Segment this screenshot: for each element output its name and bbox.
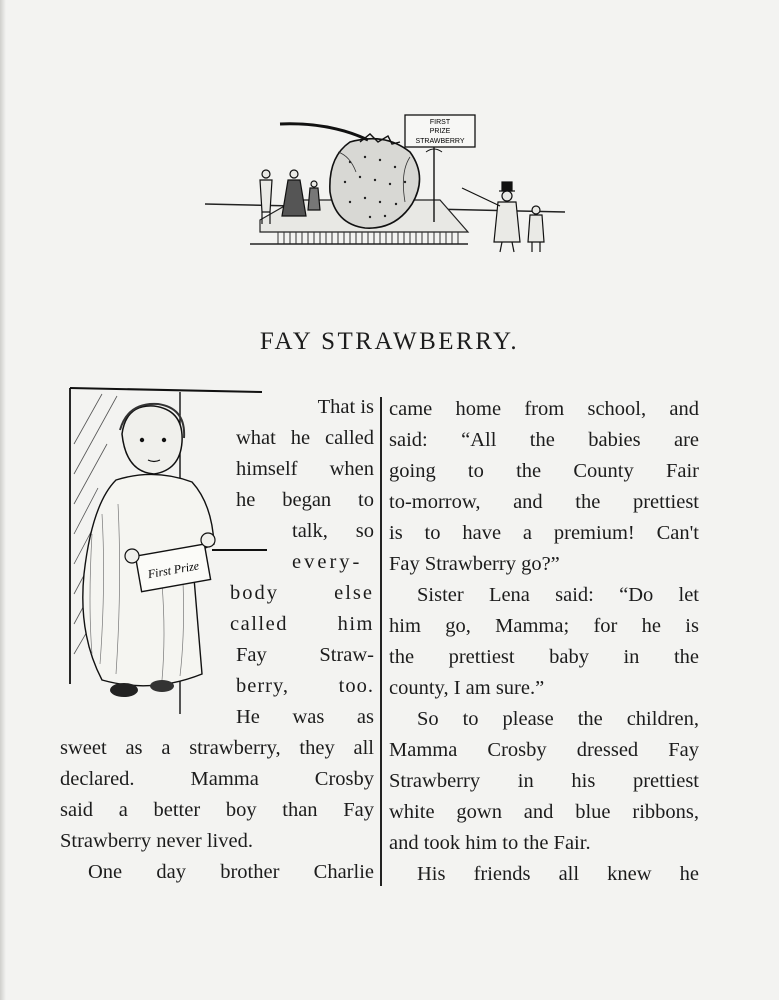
text-line: One day brother Charlie: [88, 861, 374, 883]
text-line: and took him to the Fair.: [389, 832, 591, 854]
text-line: Fay Strawberry go?”: [389, 553, 560, 575]
sign-text-strawberry: STRAWBERRY: [415, 138, 465, 145]
text-line: county, I am sure.”: [389, 677, 545, 699]
text-line: called him: [230, 613, 374, 635]
text-line: what he called: [236, 427, 374, 449]
text-line: every-: [292, 551, 363, 573]
text-line: His friends all knew he: [417, 863, 699, 885]
right-column: [389, 394, 699, 890]
left-column: [60, 392, 374, 888]
text-line: Strawberry in his prettiest: [389, 770, 699, 792]
text-line: body else: [230, 582, 374, 604]
strawberry-fair-illustration: [200, 112, 570, 260]
column-divider: [380, 397, 382, 886]
text-line: the prettiest baby in the: [389, 646, 699, 668]
text-line: That is: [317, 396, 374, 418]
text-line: Fay Straw-: [236, 644, 374, 666]
text-line: declared. Mamma Crosby: [60, 768, 374, 790]
text-line: white gown and blue ribbons,: [389, 801, 699, 823]
text-line: said a better boy than Fay: [60, 799, 374, 821]
text-line: berry, too.: [236, 675, 374, 697]
text-line: Mamma Crosby dressed Fay: [389, 739, 699, 761]
page-title: FAY STRAWBERRY.: [259, 328, 520, 355]
text-line: He was as: [236, 706, 374, 728]
text-line: Sister Lena said: “Do let: [417, 584, 699, 606]
text-line: he began to: [236, 489, 374, 511]
sign-text-first: FIRST: [429, 119, 451, 126]
text-line: came home from school, and: [389, 398, 699, 420]
text-line: talk, so: [292, 520, 374, 542]
placard-text: First Prize: [146, 558, 200, 582]
text-line: So to please the children,: [417, 708, 699, 730]
text-line: him go, Mamma; for he is: [389, 615, 699, 637]
text-line: to-morrow, and the prettiest: [389, 491, 699, 513]
sign-text-prize: PRIZE: [429, 128, 451, 135]
text-line: himself when: [236, 458, 374, 480]
text-line: Strawberry never lived.: [60, 830, 253, 852]
page-edge: [0, 0, 6, 1000]
text-line: is to have a premium! Can't: [389, 522, 699, 544]
text-line: going to the County Fair: [389, 460, 699, 482]
text-line: sweet as a strawberry, they all: [60, 737, 374, 759]
text-line: said: “All the babies are: [389, 429, 699, 451]
